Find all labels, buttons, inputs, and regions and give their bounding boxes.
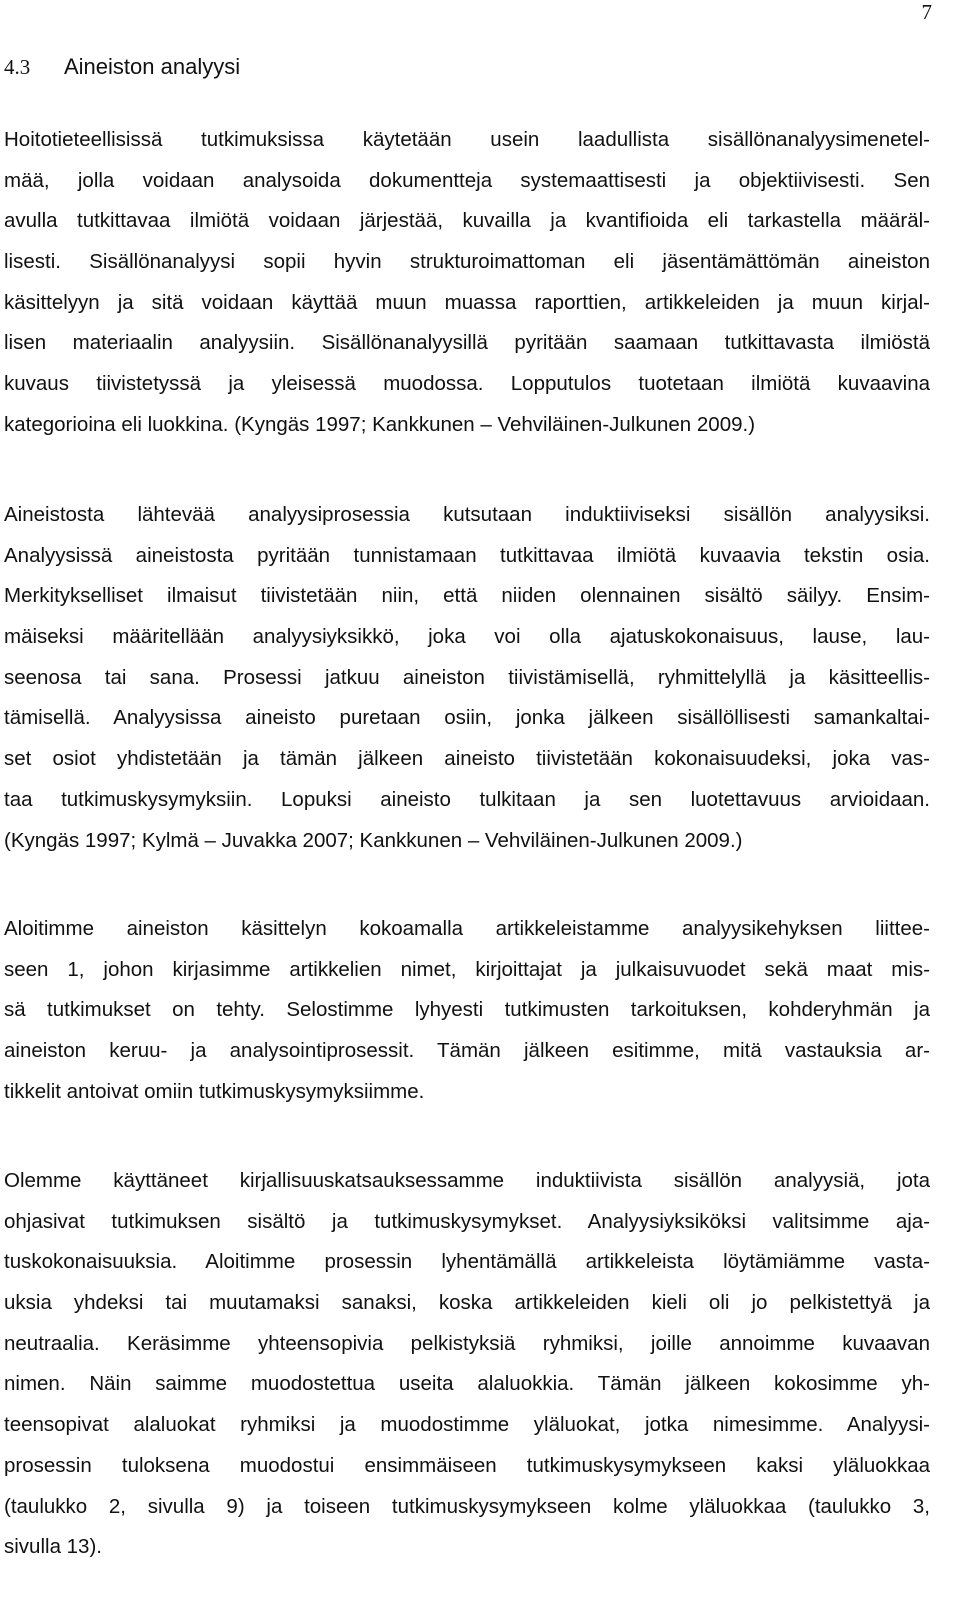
body-paragraph [4,495,930,861]
paragraph-line: seen 1, johon kirjasimme artikkelien nimet, kirjoittajat ja julkaisuvuodet sekä maat mis- [4,957,930,981]
body-paragraph [4,909,930,1112]
paragraph-line: kategorioina eli luokkina. (Kyngäs 1997; Kankkunen – Vehviläinen-Julkunen 2009.) [4,412,756,436]
paragraph-line: nimen. Näin saimme muodostettua useita alaluokkia. Tämän jälkeen kokosimme yh- [4,1372,930,1396]
paragraph-line: sivulla 13). [4,1535,102,1559]
paragraph-line: taa tutkimuskysymyksiin. Lopuksi aineisto tulkitaan ja sen luotettavuus arvioidaan. [4,787,930,811]
paragraph-line: (taulukko 2, sivulla 9) ja toiseen tutkimuskysymykseen kolme yläluokkaa (taulukko 3, [4,1494,930,1518]
paragraph-line: sä tutkimukset on tehty. Selostimme lyhyesti tutkimusten tarkoituksen, kohderyhmän ja [4,998,930,1022]
paragraph-line: neutraalia. Keräsimme yhteensopivia pelkistyksiä ryhmiksi, joille annoimme kuvaavan [4,1331,930,1355]
paragraph-line: Analyysissä aineistosta pyritään tunnistamaan tutkittavaa ilmiötä kuvaavia tekstin osia. [4,543,930,567]
paragraph-line: tämisellä. Analyysissa aineisto puretaan osiin, jonka jälkeen sisällöllisesti samankaltai- [4,706,930,730]
paragraph-line: (Kyngäs 1997; Kylmä – Juvakka 2007; Kankkunen – Vehviläinen-Julkunen 2009.) [4,828,743,852]
paragraph-line: mäiseksi määritellään analyysiyksikkö, joka voi olla ajatuskokonaisuus, lause, lau- [4,625,930,649]
body-paragraph [4,120,930,446]
paragraph-line: uksia yhdeksi tai muutamaksi sanaksi, koska artikkeleiden kieli oli jo pelkistettyä ja [4,1291,930,1315]
paragraph-line: prosessin tuloksena muodostui ensimmäiseen tutkimuskysymykseen kaksi yläluokkaa [4,1453,930,1477]
paragraph-line: Aloitimme aineiston käsittelyn kokoamalla artikkeleistamme analyysikehyksen liittee- [4,917,930,940]
paragraph-line: Hoitotieteellisissä tutkimuksissa käytetään usein laadullista sisällönanalyysimenetel- [4,128,930,151]
section-heading [4,53,240,81]
paragraph-line: teensopivat alaluokat ryhmiksi ja muodostimme yläluokat, jotka nimesimme. Analyysi- [4,1413,930,1437]
paragraph-line: lisen materiaalin analyysiin. Sisällönanalyysillä pyritään saamaan tutkittavasta ilmiöstä [4,331,930,355]
body-paragraph [4,1161,930,1568]
paragraph-line: tikkelit antoivat omiin tutkimuskysymyksiimme. [4,1079,425,1103]
page-number: 7 [921,0,932,24]
paragraph-line: lisesti. Sisällönanalyysi sopii hyvin strukturoimattoman eli jäsentämättömän aineiston [4,250,930,274]
section-title: Aineiston analyysi [64,54,241,79]
paragraph-line: käsittelyyn ja sitä voidaan käyttää muun muassa raporttien, artikkeleiden ja muun kirjal- [4,290,930,314]
paragraph-line: set osiot yhdistetään ja tämän jälkeen aineisto tiivistetään kokonaisuudeksi, joka vas- [4,747,930,771]
paragraph-line: aineiston keruu- ja analysointiprosessit. Tämän jälkeen esitimme, mitä vastauksia ar- [4,1039,930,1063]
paragraph-line: avulla tutkittavaa ilmiötä voidaan järjestää, kuvailla ja kvantifioida eli tarkastella määräl- [4,209,930,233]
paragraph-line: mää, jolla voidaan analysoida dokumentteja systemaattisesti ja objektiivisesti. Sen [4,168,930,192]
paragraph-line: kuvaus tiivistetyssä ja yleisessä muodossa. Lopputulos tuotetaan ilmiötä kuvaavina [4,372,930,396]
paragraph-line: seenosa tai sana. Prosessi jatkuu aineiston tiivistämisellä, ryhmittelyllä ja käsitteellis- [4,665,930,689]
paragraph-line: Aineistosta lähtevää analyysiprosessia kutsutaan induktiiviseksi sisällön analyysiksi. [4,503,930,526]
paragraph-line: Merkitykselliset ilmaisut tiivistetään niin, että niiden olennainen sisältö säilyy. Ensim- [4,584,930,608]
section-number: 4.3 [4,55,31,79]
paragraph-line: Olemme käyttäneet kirjallisuuskatsauksessamme induktiivista sisällön analyysiä, jota [4,1169,930,1192]
paragraph-line: ohjasivat tutkimuksen sisältö ja tutkimuskysymykset. Analyysiyksiköksi valitsimme aja- [4,1209,930,1233]
paragraph-line: tuskokonaisuuksia. Aloitimme prosessin lyhentämällä artikkeleista löytämiämme vasta- [4,1250,930,1274]
